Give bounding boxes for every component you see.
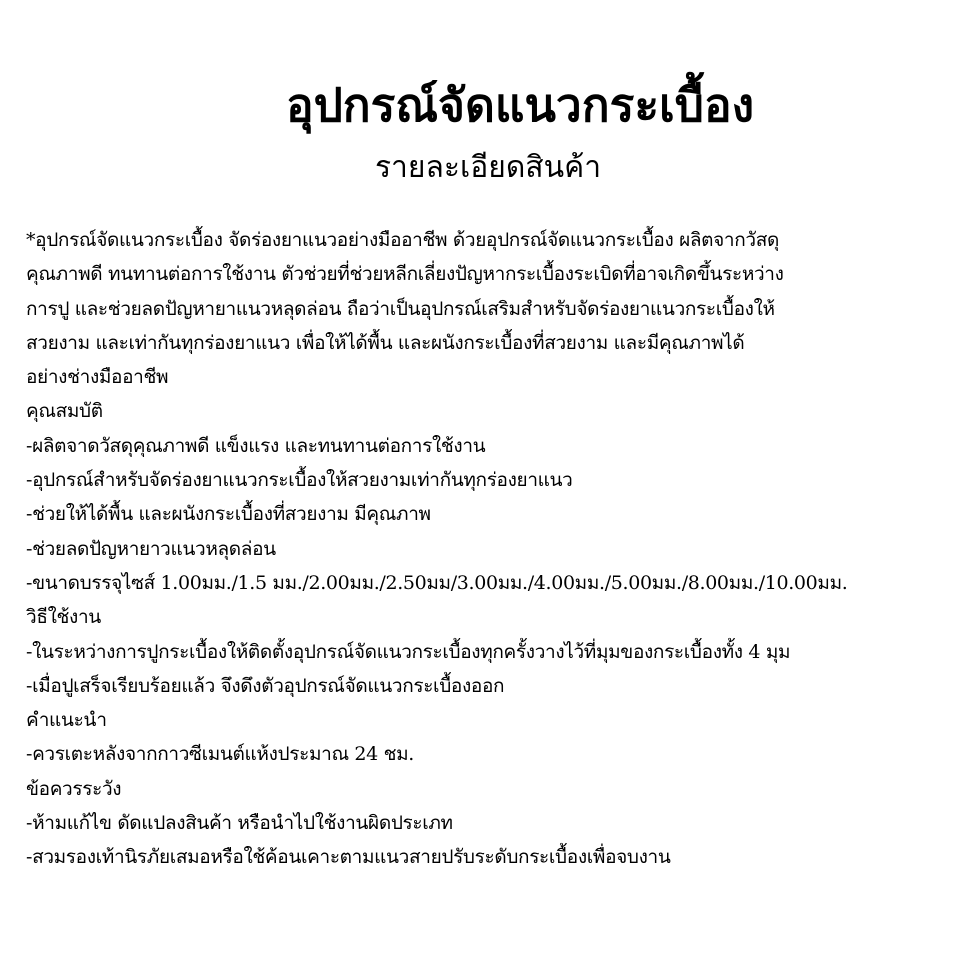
- recommendation-heading: คำแนะนำ: [26, 709, 107, 732]
- properties-section: [26, 394, 946, 600]
- page-title: อุปกรณ์จัดแนวกระเบื้อง: [285, 78, 755, 132]
- intro-line: อย่างช่างมืออาชีพ: [26, 366, 169, 389]
- product-description-body: [26, 223, 946, 875]
- caution-item: -สวมรองเท้านิรภัยเสมอหรือใช้ค้อนเคาะตามแนวสายปรับระดับกระเบื้องเพื่อจบงาน: [26, 846, 671, 869]
- caution-section: [26, 772, 946, 875]
- intro-paragraph: [26, 223, 946, 394]
- intro-line: คุณภาพดี ทนทานต่อการใช้งาน ตัวช่วยที่ช่วยหลีกเลี่ยงปัญหากระเบื้องระเบิดที่อาจเกิดขึ้นระหว่าง: [26, 263, 784, 286]
- properties-heading: คุณสมบัติ: [26, 400, 103, 423]
- caution-item: -ห้ามแก้ไข ดัดแปลงสินค้า หรือนำไปใช้งานผิดประเภท: [26, 812, 453, 835]
- properties-item: -ผลิตจาดวัสดุคุณภาพดี แข็งแรง และทนทานต่อการใช้งาน: [26, 434, 486, 457]
- page-subtitle: รายละเอียดสินค้า: [374, 150, 602, 185]
- properties-item: -อุปกรณ์สำหรับจัดร่องยาแนวกระเบื้องให้สวยงามเท่ากันทุกร่องยาแนว: [26, 469, 573, 492]
- usage-item: -เมื่อปูเสร็จเรียบร้อยแล้ว จึงดึงตัวอุปกรณ์จัดแนวกระเบื้องออก: [26, 674, 505, 697]
- recommendation-item: -ควรเตะหลังจากกาวซีเมนต์แห้งประมาณ 24 ชม.: [26, 743, 414, 766]
- properties-item: -ขนาดบรรจุไซส์ 1.00มม./1.5 มม./2.00มม./2.50มม/3.00มม./4.00มม./5.00มม./8.00มม./10.00มม.: [26, 571, 848, 594]
- usage-section: [26, 600, 946, 703]
- usage-heading: วิธีใช้งาน: [26, 606, 101, 629]
- properties-item: -ช่วยลดปัญหายาวแนวหลุดล่อน: [26, 537, 276, 560]
- intro-line: *อุปกรณ์จัดแนวกระเบื้อง จัดร่องยาแนวอย่างมืออาชีพ ด้วยอุปกรณ์จัดแนวกระเบื้อง ผลิตจากวัสดุ: [26, 229, 779, 251]
- properties-item: -ช่วยให้ได้พื้น และผนังกระเบื้องที่สวยงาม มีคุณภาพ: [26, 503, 431, 526]
- recommendation-section: [26, 703, 946, 772]
- intro-line: การปู และช่วยลดปัญหายาแนวหลุดล่อน ถือว่าเป็นอุปกรณ์เสริมสำหรับจัดร่องยาแนวกระเบื้องให้: [26, 297, 775, 320]
- usage-item: -ในระหว่างการปูกระเบื้องให้ติดตั้งอุปกรณ์จัดแนวกระเบื้องทุกครั้งวางไว้ที่มุมของกระเบื้องทั้ง 4 มุม: [26, 640, 791, 663]
- caution-heading: ข้อควรระวัง: [26, 777, 122, 800]
- intro-line: สวยงาม และเท่ากันทุกร่องยาแนว เพื่อให้ได้พื้น และผนังกระเบื้องที่สวยงาม และมีคุณภาพได้: [26, 331, 745, 354]
